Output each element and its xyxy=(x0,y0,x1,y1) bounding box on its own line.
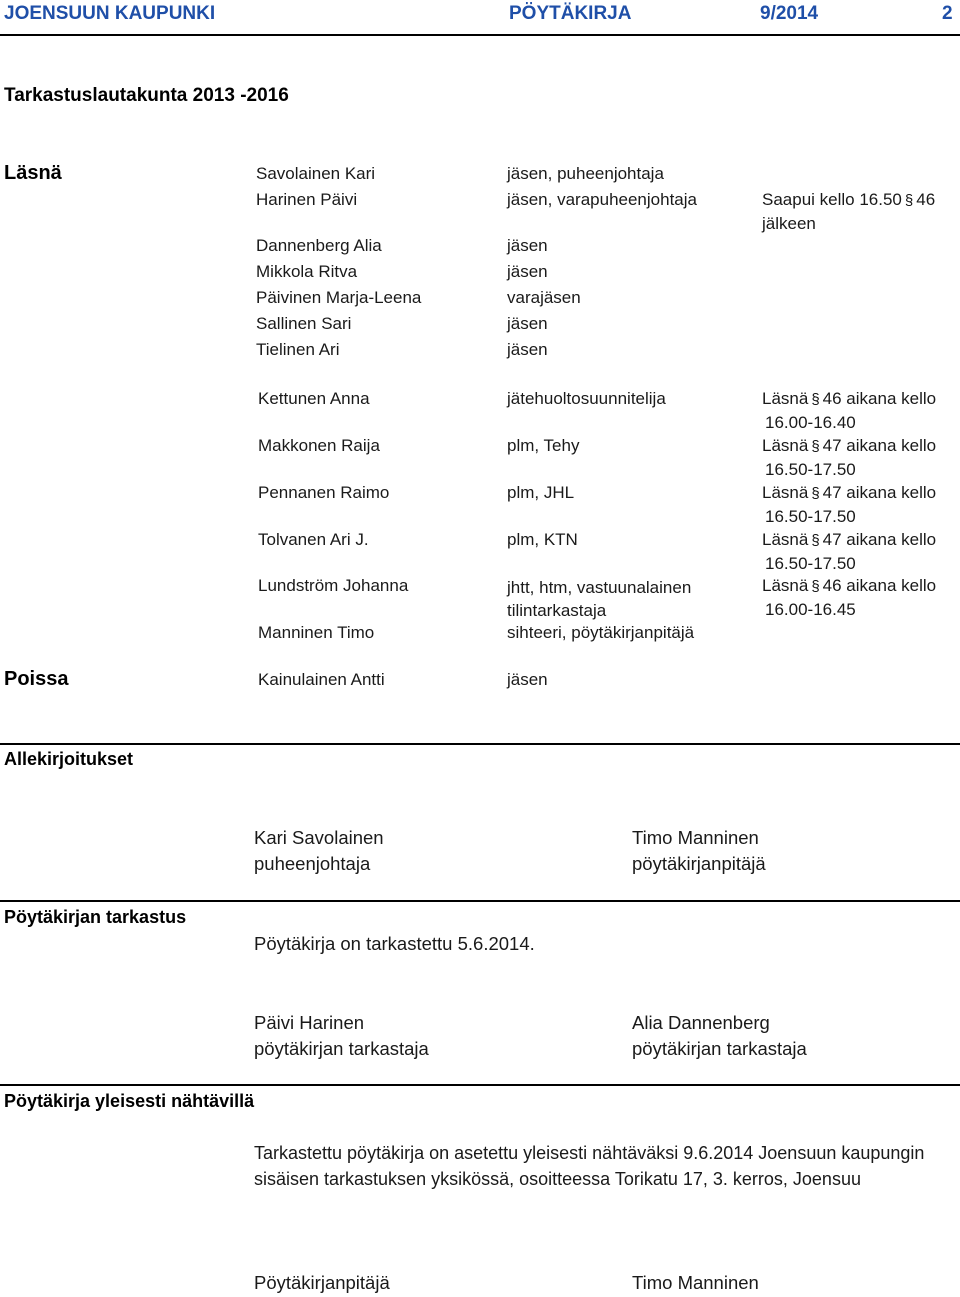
attendee-name: Makkonen Raija xyxy=(258,436,380,455)
member-role: jäsen, varapuheenjohtaja xyxy=(507,190,697,209)
attendee-name: Lundström Johanna xyxy=(258,576,409,595)
header-rule xyxy=(0,34,960,36)
reviewer-role: pöytäkirjan tarkastaja xyxy=(254,1038,429,1059)
member-name: Päivinen Marja-Leena xyxy=(256,288,422,307)
review-title: Pöytäkirjan tarkastus xyxy=(4,907,187,927)
absent-name: Kainulainen Antti xyxy=(258,670,385,689)
attendee-role: plm, Tehy xyxy=(507,436,580,455)
attendance-note: Läsnä § 46 aikana kello 16.00-16.45 xyxy=(762,576,937,619)
member-role: jäsen, puheenjohtaja xyxy=(507,164,664,183)
attendance-note: Läsnä § 47 aikana kello 16.50-17.50 xyxy=(762,436,937,479)
document-number: 9/2014 xyxy=(760,3,819,24)
signer-name: Timo Manninen xyxy=(632,827,759,848)
attendance-note: Läsnä § 47 aikana kello 16.50-17.50 xyxy=(762,530,937,573)
absent-role: jäsen xyxy=(507,670,548,689)
attendee-role: sihteeri, pöytäkirjanpitäjä xyxy=(507,623,695,642)
review-text: Pöytäkirja on tarkastettu 5.6.2014. xyxy=(254,933,535,954)
attendee-name: Pennanen Raimo xyxy=(258,483,390,502)
section-symbol-icon: § xyxy=(811,532,820,549)
present-label: Läsnä xyxy=(4,162,62,184)
member-name: Tielinen Ari xyxy=(256,340,340,359)
signer-role: puheenjohtaja xyxy=(254,853,371,874)
attendee-role: plm, JHL xyxy=(507,483,575,502)
member-name: Harinen Päivi xyxy=(256,190,358,209)
section-symbol-icon: § xyxy=(811,438,820,455)
member-role: jäsen xyxy=(507,340,548,359)
absent-label: Poissa xyxy=(4,668,69,690)
member-role: varajäsen xyxy=(507,288,581,307)
signer-role: pöytäkirjanpitäjä xyxy=(632,853,766,874)
reviewer-role: pöytäkirjan tarkastaja xyxy=(632,1038,807,1059)
member-name: Savolainen Kari xyxy=(256,164,376,183)
organization-name: JOENSUUN KAUPUNKI xyxy=(4,3,216,24)
member-role: jäsen xyxy=(507,236,548,255)
attendee-name: Tolvanen Ari J. xyxy=(258,530,369,549)
reviewer-name: Päivi Harinen xyxy=(254,1012,365,1033)
public-text: Tarkastettu pöytäkirja on asetettu yleisesti nähtäväksi 9.6.2014 Joensuun kaupungin sisäisen tarkastuksen yksikössä, osoitteessa Torikatu 17, 3. kerros, Joensuu xyxy=(254,1143,925,1189)
signatures-title: Allekirjoitukset xyxy=(4,749,134,769)
attendance-note: Läsnä § 47 aikana kello 16.50-17.50 xyxy=(762,483,937,526)
public-title: Pöytäkirja yleisesti nähtävillä xyxy=(4,1091,255,1111)
section-rule xyxy=(0,743,960,745)
attendee-name: Kettunen Anna xyxy=(258,389,370,408)
section-symbol-icon: § xyxy=(811,391,820,408)
attendance-note: Saapui kello 16.50 § 46 jälkeen xyxy=(762,190,936,233)
secretary-label: Pöytäkirjanpitäjä xyxy=(254,1272,390,1293)
reviewer-name: Alia Dannenberg xyxy=(632,1012,770,1033)
document-type: PÖYTÄKIRJA xyxy=(509,3,632,24)
member-role: jäsen xyxy=(507,262,548,281)
section-symbol-icon: § xyxy=(904,192,914,209)
board-title: Tarkastuslautakunta 2013 -2016 xyxy=(4,85,289,106)
attendee-name: Manninen Timo xyxy=(258,623,375,642)
section-symbol-icon: § xyxy=(811,485,820,502)
attendee-role: jätehuoltosuunnitelija xyxy=(507,389,666,408)
member-name: Mikkola Ritva xyxy=(256,262,358,281)
section-rule xyxy=(0,900,960,902)
signer-name: Kari Savolainen xyxy=(254,827,384,848)
member-name: Sallinen Sari xyxy=(256,314,352,333)
attendee-role: plm, KTN xyxy=(507,530,578,549)
attendance-note: Läsnä § 46 aikana kello 16.00-16.40 xyxy=(762,389,937,432)
page-number: 2 xyxy=(942,3,953,24)
section-symbol-icon: § xyxy=(811,578,820,595)
section-rule xyxy=(0,1084,960,1086)
attendee-role: jhtt, htm, vastuunalainen tilintarkastaja xyxy=(507,578,692,620)
member-name: Dannenberg Alia xyxy=(256,236,382,255)
secretary-name: Timo Manninen xyxy=(632,1272,759,1293)
member-role: jäsen xyxy=(507,314,548,333)
